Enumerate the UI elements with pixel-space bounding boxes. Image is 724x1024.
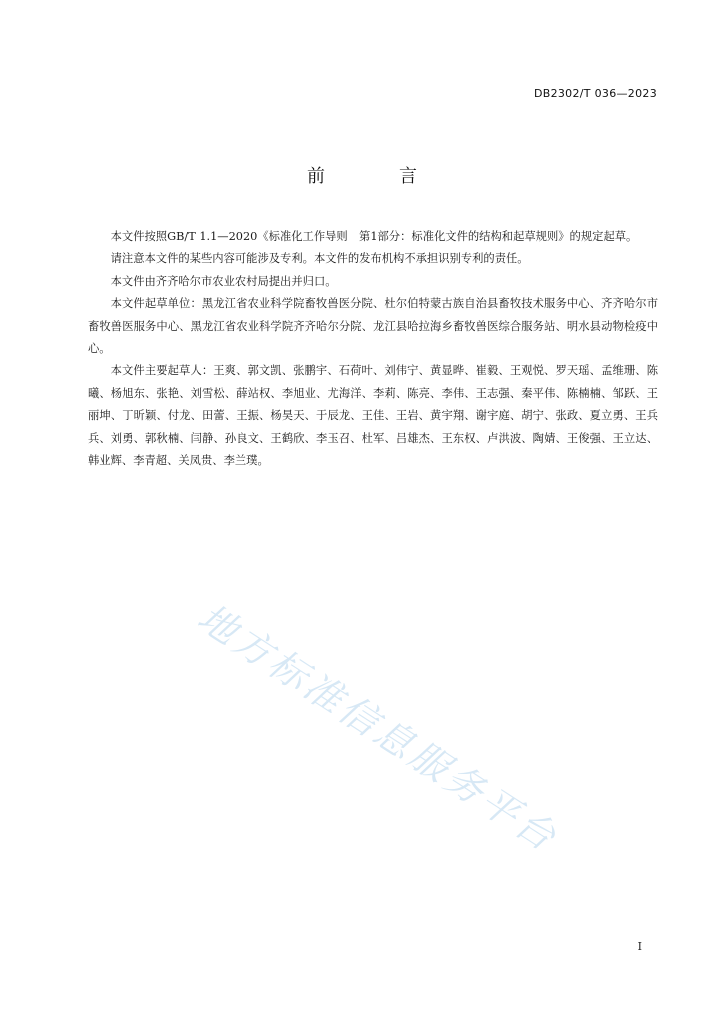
paragraph-proposer: 本文件由齐齐哈尔市农业农村局提出并归口。	[110, 274, 337, 288]
paragraph-drafters: 本文件主要起草人：王爽、郭文凯、张鹏宇、石荷叶、刘伟宁、黄显晔、崔毅、王观悦、罗天瑶、孟维珊、陈曦、杨旭东、张艳、刘雪松、薛站权、李旭业、尤海洋、李莉、陈亮、李伟、王志强、秦平伟、陈楠楠、邹跃、王丽坤、丁昕颖、付龙、田蕾、王振、杨昊天、于辰龙、王佳、王岩、黄宇翔、谢宇庭、胡宁、张政、夏立勇、王兵兵、刘勇、郭秋楠、闫静、孙良文、王鹤欣、李玉召、杜军、吕雄杰、王东权、卢洪波、陶婧、王俊强、王立达、韩业辉、李青超、关凤贵、李兰璞。	[88, 364, 658, 468]
page-number: I	[637, 940, 642, 953]
paragraph-drafting-units: 本文件起草单位：黑龙江省农业科学院畜牧兽医分院、杜尔伯特蒙古族自治县畜牧技术服务中心、齐齐哈尔市畜牧兽医服务中心、黑龙江省农业科学院齐齐哈尔分院、龙江县哈拉海乡畜牧兽医综合服务站、明水县动物检疫中心。	[88, 297, 658, 356]
paragraph-patent-notice: 请注意本文件的某些内容可能涉及专利。本文件的发布机构不承担识别专利的责任。	[110, 252, 529, 266]
document-code: DB2302/T 036—2023	[533, 87, 657, 100]
page-title: 前 言	[307, 166, 445, 187]
paragraph-drafting-rules: 本文件按照GB/T 1.1—2020《标准化工作导则 第1部分：标准化文件的结构和起草规则》的规定起草。	[110, 230, 638, 243]
body-text	[88, 226, 658, 472]
watermark-text: 地方标准信息服务平台	[189, 595, 567, 861]
